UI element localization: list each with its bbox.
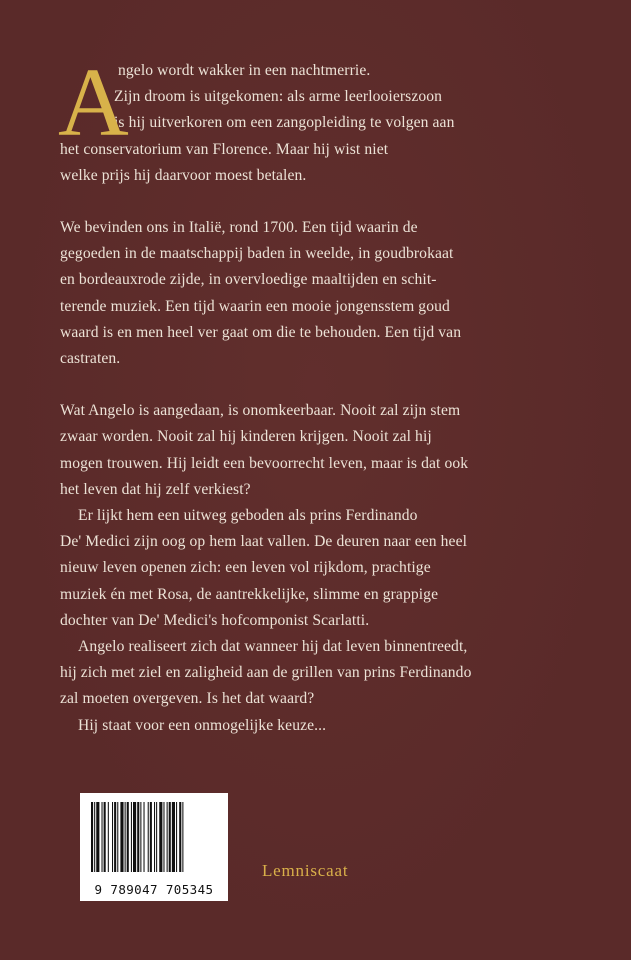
blurb-line: Er lijkt hem een uitweg geboden als prins Ferdinando xyxy=(78,507,418,525)
barcode-bar xyxy=(169,802,171,872)
barcode-bar xyxy=(176,802,177,872)
barcode-bar xyxy=(104,802,106,872)
blurb-line: gegoeden in de maatschappij baden in weelde, in goudbrokaat xyxy=(60,245,454,263)
blurb-line: het leven dat hij zelf verkiest? xyxy=(60,480,251,498)
barcode-bar xyxy=(179,802,181,872)
blurb-line: mogen trouwen. Hij leidt een bevoorrecht leven, maar is dat ook xyxy=(60,454,469,472)
blurb-line: zwaar worden. Nooit zal hij kinderen krijgen. Nooit zal hij xyxy=(60,428,432,446)
blurb-line: waard is en men heel ver gaat om die te behouden. Een tijd van xyxy=(60,323,462,341)
barcode-bar xyxy=(102,802,103,872)
barcode-bar xyxy=(96,802,99,872)
blurb-line: castraten. xyxy=(60,350,121,368)
blurb-line: Hij staat voor een onmogelijke keuze... xyxy=(78,716,327,734)
blurb-line: terende muziek. Een tijd waarin een mooie jongensstem goud xyxy=(60,297,450,315)
blurb-line: zal moeten overgeven. Is het dat waard? xyxy=(60,690,315,708)
barcode xyxy=(80,793,228,901)
publisher-logo: Lemniscaat xyxy=(262,861,349,880)
barcode-bar xyxy=(125,802,126,872)
barcode-bar xyxy=(108,802,109,872)
blurb-line: Wat Angelo is aangedaan, is onomkeerbaar. Nooit zal zijn stem xyxy=(60,402,461,420)
barcode-bar xyxy=(148,802,149,872)
barcode-bar xyxy=(137,802,139,872)
blurb-line: en bordeauxrode zijde, in overvloedige maaltijden en schit- xyxy=(60,271,437,289)
barcode-bar xyxy=(182,802,183,872)
blurb-line: nieuw leven openen zich: een leven vol rijkdom, prachtige xyxy=(60,559,431,577)
blurb-line: is hij uitverkoren om een zangopleiding te volgen aan xyxy=(114,114,455,132)
blurb-line: welke prijs hij daarvoor moest betalen. xyxy=(60,166,307,184)
barcode-bar xyxy=(91,802,93,872)
blurb-line: hij zich met ziel en zaligheid aan de grillen van prins Ferdinando xyxy=(60,664,472,682)
barcode-bar xyxy=(117,802,118,872)
barcode-bar xyxy=(133,802,136,872)
barcode-bars xyxy=(89,802,219,872)
blurb-line: Angelo realiseert zich dat wanneer hij dat leven binnentreedt, xyxy=(78,638,468,656)
barcode-bar xyxy=(131,802,132,872)
blurb-line: dochter van De' Medici's hofcomponist Scarlatti. xyxy=(60,611,370,629)
barcode-bar xyxy=(120,802,123,872)
blurb-line: We bevinden ons in Italië, rond 1700. Een tijd waarin de xyxy=(60,219,418,237)
blurb-text xyxy=(58,49,580,739)
barcode-bar xyxy=(159,802,162,872)
blurb-line: De' Medici zijn oog op hem laat vallen. De deuren naar een heel xyxy=(60,533,468,551)
barcode-bar xyxy=(140,802,141,872)
barcode-bar xyxy=(112,802,113,872)
blurb-line: het conservatorium van Florence. Maar hij wist niet xyxy=(60,140,389,158)
barcode-bar xyxy=(94,802,95,872)
barcode-bar xyxy=(127,802,129,872)
barcode-number: 9 789047 705345 xyxy=(94,882,214,897)
paragraph-gap xyxy=(60,189,580,215)
blurb-line: Zijn droom is uitgekomen: als arme leerlooierszoon xyxy=(114,88,443,106)
barcode-bar xyxy=(144,802,145,872)
blurb-line: ngelo wordt wakker in een nachtmerrie. xyxy=(118,62,371,79)
barcode-bar xyxy=(154,802,155,872)
barcode-bar xyxy=(156,802,157,872)
barcode-bar xyxy=(163,802,164,872)
blurb-line: muziek én met Rosa, de aantrekkelijke, slimme en grappige xyxy=(60,585,439,603)
dropcap-letter: A xyxy=(58,49,129,157)
barcode-bar xyxy=(167,802,168,872)
barcode-bar xyxy=(114,802,116,872)
paragraph-gap xyxy=(60,372,580,398)
barcode-bar xyxy=(150,802,152,872)
barcode-bar xyxy=(172,802,175,872)
